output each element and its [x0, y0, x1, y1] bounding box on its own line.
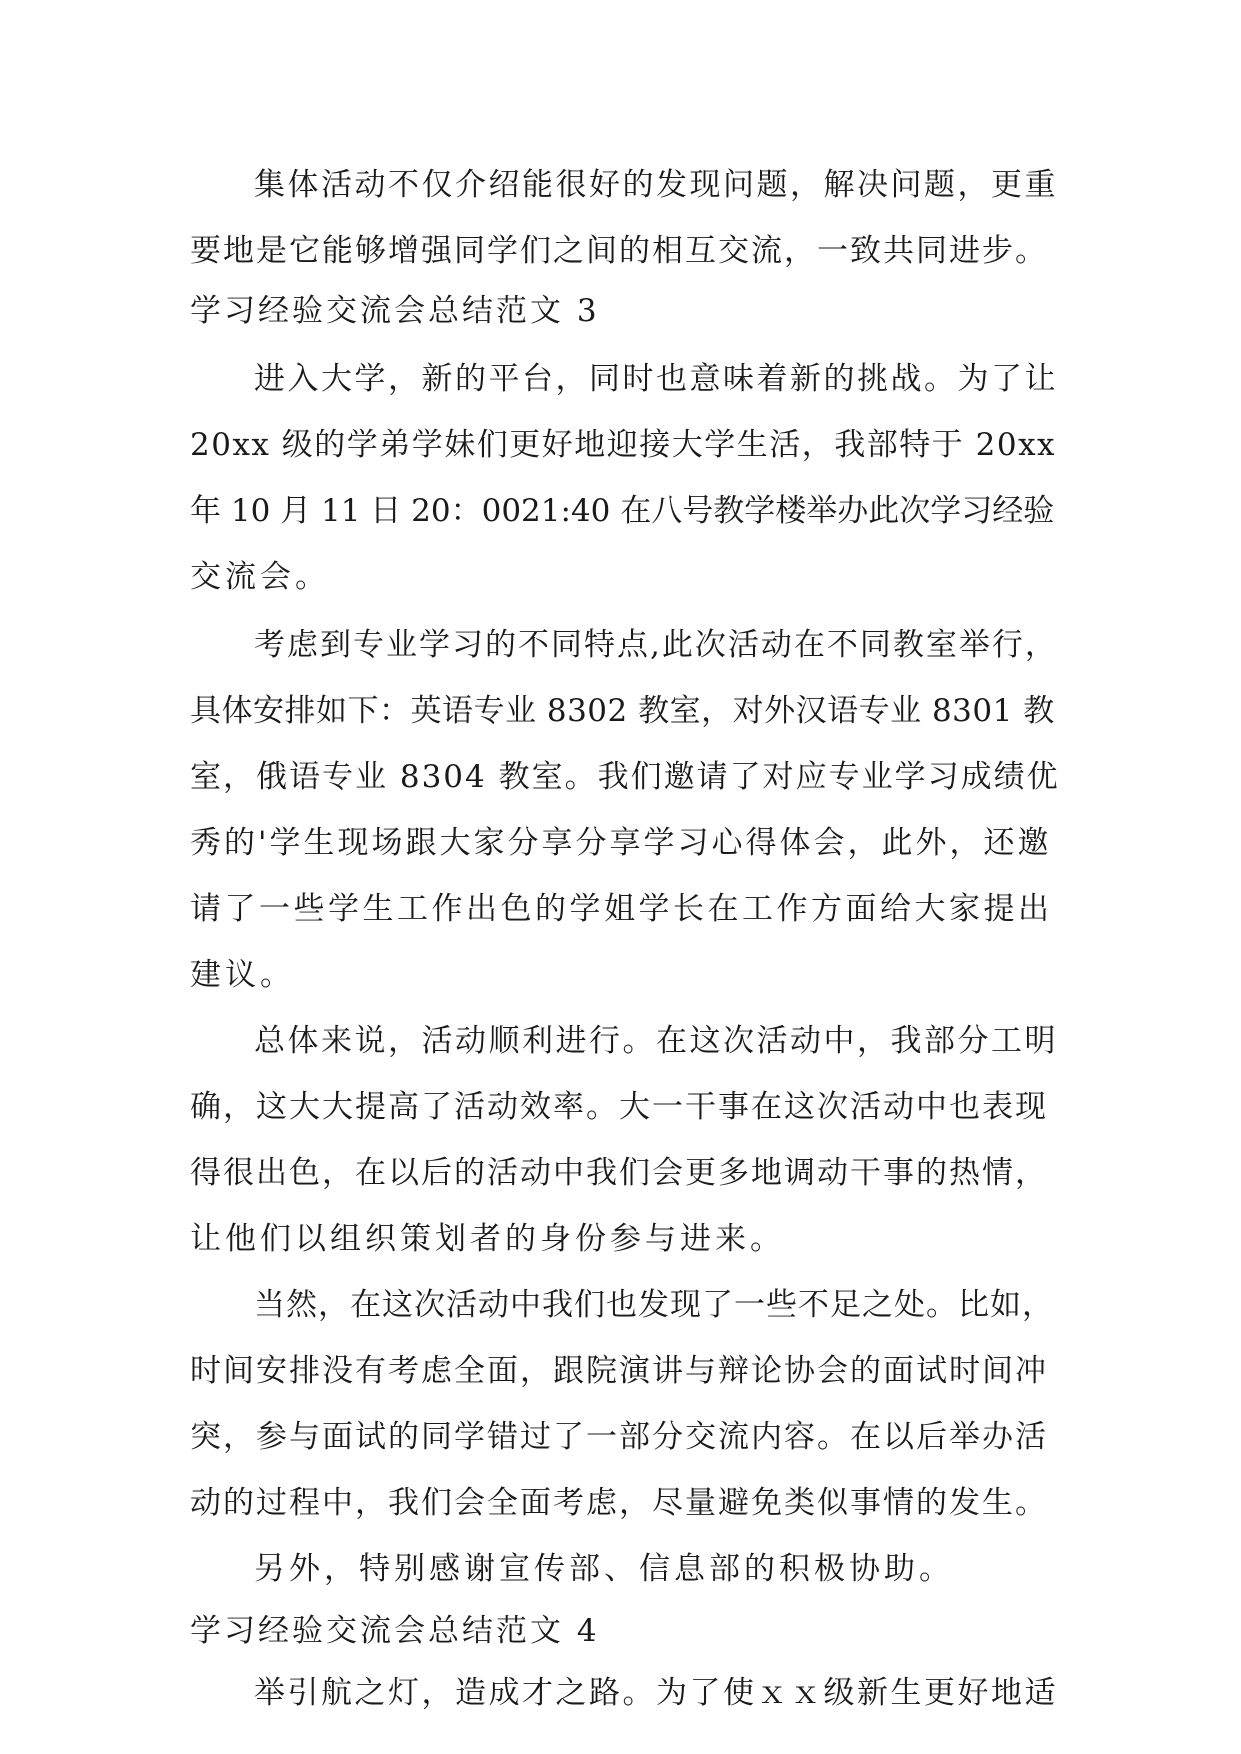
- paragraph-line: 建议。: [190, 957, 295, 993]
- section-heading: 学习经验交流会总结范文 3: [190, 293, 600, 329]
- paragraph-line: 具体安排如下：英语专业 8302 教室，对外汉语专业 8301 教: [190, 693, 1055, 729]
- paragraph-line: 考虑到专业学习的不同特点,此次活动在不同教室举行，: [254, 627, 1058, 663]
- paragraph-line: 总体来说，活动顺利进行。在这次活动中，我部分工明: [254, 1023, 1058, 1059]
- paragraph-line: 确，这大大提高了活动效率。大一干事在这次活动中也表现: [190, 1089, 1048, 1125]
- paragraph-line: 年 10 月 11 日 20：0021:40 在八号教学楼举办此次学习经验: [190, 493, 1055, 529]
- section-heading: 学习经验交流会总结范文 4: [190, 1613, 600, 1649]
- paragraph-line: 请了一些学生工作出色的学姐学长在工作方面给大家提出: [190, 891, 1053, 927]
- paragraph-line: 动的过程中，我们会全面考虑，尽量避免类似事情的发生。: [190, 1485, 1048, 1521]
- paragraph-line: 突，参与面试的同学错过了一部分交流内容。在以后举办活: [190, 1419, 1048, 1455]
- paragraph-line: 得很出色，在以后的活动中我们会更多地调动干事的热情，: [190, 1155, 1048, 1191]
- paragraph-line: 交流会。: [190, 559, 330, 595]
- paragraph-line: 室，俄语专业 8304 教室。我们邀请了对应专业学习成绩优: [190, 759, 1060, 795]
- paragraph-line: 集体活动不仅介绍能很好的发现问题，解决问题，更重: [254, 167, 1058, 203]
- paragraph-line: 进入大学，新的平台，同时也意味着新的挑战。为了让: [254, 361, 1058, 397]
- paragraph-line: 要地是它能够增强同学们之间的相互交流，一致共同进步。: [190, 233, 1048, 269]
- paragraph-line: 当然，在这次活动中我们也发现了一些不足之处。比如，: [254, 1287, 1054, 1323]
- paragraph-line: 另外，特别感谢宣传部、信息部的积极协助。: [254, 1551, 954, 1587]
- paragraph-line: 20xx 级的学弟学妹们更好地迎接大学生活，我部特于 20xx: [190, 427, 1057, 463]
- paragraph-line: 让他们以组织策划者的身份参与进来。: [190, 1221, 785, 1257]
- paragraph-line: 举引航之灯，造成才之路。为了使ｘｘ级新生更好地适: [254, 1675, 1058, 1711]
- paragraph-line: 秀的'学生现场跟大家分享分享学习心得体会，此外，还邀: [190, 825, 1052, 861]
- paragraph-line: 时间安排没有考虑全面，跟院演讲与辩论协会的面试时间冲: [190, 1353, 1048, 1389]
